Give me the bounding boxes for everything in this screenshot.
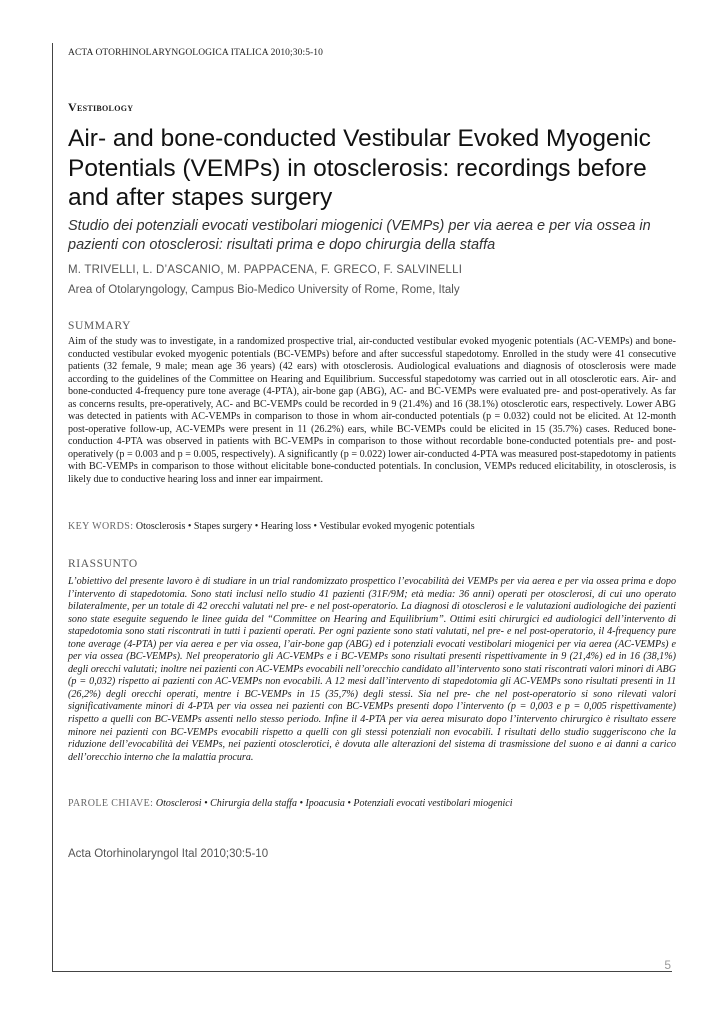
riassunto-heading: RIASSUNTO (68, 558, 138, 570)
summary-heading: SUMMARY (68, 320, 131, 332)
summary-text: Aim of the study was to investigate, in a randomized prospective trial, air-conducted vestibular evoked myogenic potentials (AC-VEMPs) and bone-conducted vestibular evoked myogenic potentials (BC-VEMPs) before and after successful stapedotomy. Enrolled in the study were 41 consecutive patients (32 female, 9 male; mean age 36 years) (42 ears) with otosclerosis. Audiological evaluations and diagnosis of otosclerosis were made according to the guidelines of the Committee on Hearing and Equilibrium. Successful stapedotomy was carried out in all otosclerotic ears. Air- and bone-conducted 4-frequency pure tone average (4-PTA), air-bone gap (ABG), AC- and BC-VEMPs were evaluated pre- and post-operatively. As far as concerns results, pre-operatively, AC- and BC-VEMPs could be recorded in 9 (21.4%) and 16 (38.1%) otosclerotic ears, respectively. Lower ABG was detected in patients with AC-VEMPs in comparison to those in whom air-conducted potentials (p = 0.032) could not be elicited. At 12-month post-operative follow-up, AC-VEMPs were present in 11 (26.2%) ears, while BC-VEMPs could be elicited in 15 (35.7%) cases. Reduced bone-conduction 4-PTA was observed in patients with BC-VEMPs in comparison to those without recordable bone-conducted potentials pre- and post-operatively (p = 0.003 and p = 0.005, respectively). A significantly (p = 0.022) lower air-conducted 4-PTA was measured post-stapedotomy in patients with BC-VEMPs in comparison to those without elicitable bone-conducted potentials. In conclusion, VEMPs reduced elicitability, in otosclerosis, is likely due to conductive hearing loss and inner ear impairment. (68, 336, 676, 486)
parole-chiave-label: PAROLE CHIAVE: (68, 798, 154, 809)
author-list: M. TRIVELLI, L. D’ASCANIO, M. PAPPACENA, F. GRECO, F. SALVINELLI (68, 264, 463, 276)
riassunto-text: L’obiettivo del presente lavoro è di studiare in un trial randomizzato prospettico l’evocabilità dei VEMPs per via aerea e per via ossea prima e dopo l’intervento di stapedotomia. Sono stati inclusi nello studio 41 pazienti (31F/9M; età media: 36 anni) operati per otosclerosi, di cui uno operato bilateralmente, per un totale di 42 orecchi valutati nel pre- e nel post-operatorio. La diagnosi di otosclerosi e le valutazioni audiologiche dei pazienti sono state eseguite seguendo le linee guida del “Committee on Hearing and Equilibrium”. Ottimi esiti chirurgici ed audiologici dell’intervento di stapedotomia sono stati riscontrati in tutti i pazienti operati. Per ogni paziente sono stati valutati, nel pre- e nel post-operatorio, il 4-frequency pure tone average (4-PTA) per via aerea e per via ossea, l’air-bone gap (ABG) ed i potenziali evocati vestibolari miogenici per via aerea (AC-VEMPs) e per via ossea (BC-VEMPs). Nel preoperatorio gli AC-VEMPs e i BC-VEMPs sono risultati presenti rispettivamente in 9 (21,4%) ed in 16 (38,1%) degli orecchi valutati; inoltre nei pazienti con AC-VEMPs evocabili nell’orecchio candidato all’intervento sono stati riscontrati valori minori di ABG (p = 0,032) rispetto ai pazienti con AC-VEMPs non evocabili. A 12 mesi dall’intervento di stapedotomia gli AC-VEMPs sono risultati presenti in 11 (26,2%) degli orecchi operati, mentre i BC-VEMPs in 15 (35,7%) degli stessi. Sia nel pre- che nel post-operatorio si sono rilevati valori significativamente minori di 4-PTA per via ossea nei pazienti con BC-VEMPs presenti dopo l’intervento (p = 0,003 e p = 0,005 rispettivamente) rispetto a quelli con BC-VEMPs assenti nello stesso periodo. Infine il 4-PTA per via aerea misurato dopo l’intervento chirurgico è risultato essere minore nei pazienti con BC-VEMPs evocabili rispetto a quelli con gli stessi potenziali non evocabili. I risultati dello studio suggeriscono che la riduzione dell’evocabilità dei VEMPs, nei pazienti otosclerotici, è dovuta alle alterazioni del sistema di trasmissione del suono e ai danni a carico dell’orecchio interno che la malattia procura. (68, 576, 676, 763)
affiliation: Area of Otolaryngology, Campus Bio-Medico University of Rome, Rome, Italy (68, 284, 460, 296)
article-subtitle: Studio dei potenziali evocati vestibolari miogenici (VEMPs) per via aerea e per via ossea in pazienti con otosclerosi: risultati prima e dopo chirurgia della staffa (68, 218, 651, 253)
journal-header: ACTA OTORHINOLARYNGOLOGICA ITALICA 2010;30:5-10 (68, 48, 324, 58)
parole-chiave-line (68, 798, 513, 809)
margin-rule-vertical (52, 43, 53, 972)
page-number: 5 (664, 958, 671, 972)
footer-citation: Acta Otorhinolaryngol Ital 2010;30:5-10 (68, 848, 269, 860)
section-label: Vestibology (68, 100, 134, 114)
article-title: Air- and bone-conducted Vestibular Evoked Myogenic Potentials (VEMPs) in otosclerosis: recordings before and after stapes surgery (68, 125, 651, 211)
parole-chiave-text: Otosclerosi • Chirurgia della staffa • Ipoacusia • Potenziali evocati vestibolari miogenici (155, 798, 513, 809)
keywords-label: KEY WORDS: (68, 521, 134, 532)
keywords-line (68, 521, 475, 532)
keywords-text: Otosclerosis • Stapes surgery • Hearing loss • Vestibular evoked myogenic potentials (135, 521, 475, 532)
margin-rule-horizontal (52, 971, 672, 972)
